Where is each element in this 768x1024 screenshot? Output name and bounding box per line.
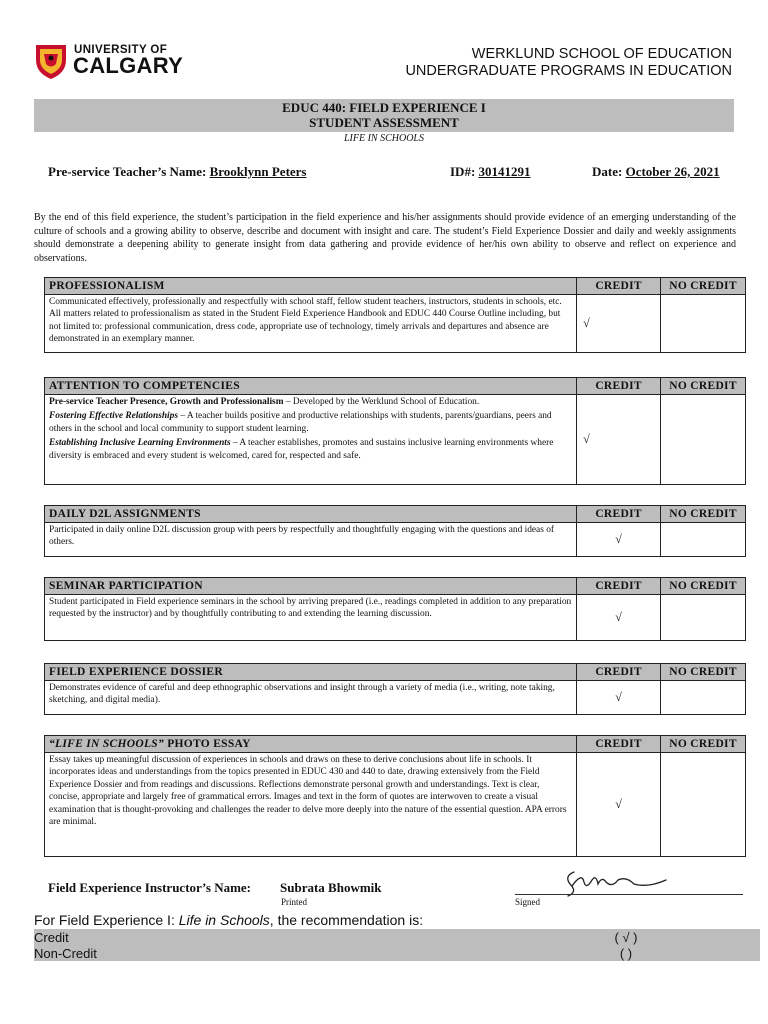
section-title: PROFESSIONALISM [45, 278, 577, 295]
rec-suffix: , the recommendation is: [269, 912, 424, 928]
student-id-field [450, 164, 531, 180]
credit-check-icon: √ [577, 295, 661, 353]
credit-row [34, 930, 760, 946]
date-label: Date: [592, 164, 623, 179]
title-subtitle: LIFE IN SCHOOLS [343, 133, 424, 144]
title-banner [34, 99, 734, 132]
instructor-name: Subrata Bhowmik [280, 880, 382, 895]
rec-prefix: For Field Experience I: [34, 912, 179, 928]
title-line1: EDUC 440: FIELD EXPERIENCE I [282, 100, 486, 115]
credit-header: CREDIT [577, 578, 661, 595]
signature-line [515, 894, 743, 895]
credit-checkbox: ( √ ) [614, 930, 638, 945]
no-credit-cell [661, 295, 746, 353]
school-line2: UNDERGRADUATE PROGRAMS IN EDUCATION [405, 63, 732, 79]
credit-check-icon: √ [577, 395, 661, 485]
credit-check-icon: √ [577, 681, 661, 715]
no-credit-cell [661, 395, 746, 485]
university-logo [34, 42, 194, 84]
date-value: October 26, 2021 [625, 164, 720, 179]
section-title: FIELD EXPERIENCE DOSSIER [45, 664, 577, 681]
no-credit-header: NO CREDIT [661, 278, 746, 295]
signature-icon [562, 862, 682, 898]
competency-3-title: Establishing Inclusive Learning Environments [49, 438, 231, 449]
logo-line1: UNIVERSITY OF [74, 44, 168, 56]
no-credit-cell [661, 681, 746, 715]
section-title: SEMINAR PARTICIPATION [45, 578, 577, 595]
no-credit-header: NO CREDIT [661, 378, 746, 395]
no-credit-cell [661, 595, 746, 641]
no-credit-cell [661, 753, 746, 857]
section-description: Communicated effectively, professionally and respectfully with school staff, fellow student teachers, instructors, students in schools, etc. All matters related to professionalism as stated in the Student Field Experience Handbook and EDUC 440 Course Outline including, but not limited to: professional communication, dress code, appropriate use of technology, timely arrivals and departures and absence are demonstrated in an exemplary manner. [45, 295, 577, 353]
intro-paragraph: By the end of this field experience, the student’s participation in the field experience and his/her assignments should provide evidence of an emerging understanding of the culture of schools and a growing ability to observe, describe and document with insight and care. The student’s Field Experience Dossier and daily and weekly assignments should demonstrate a deepening ability to generate insight from data gathering and provide evidence of her/his own ability to observe and reflect on experience and observations. [34, 212, 736, 264]
student-name-label: Pre-service Teacher’s Name: [48, 164, 207, 179]
credit-label: Credit [34, 930, 69, 945]
student-id-label: ID#: [450, 164, 476, 179]
credit-check-icon: √ [577, 595, 661, 641]
crest-icon [34, 42, 68, 80]
student-name-field [48, 164, 307, 180]
photo-essay-table [44, 735, 746, 857]
essay-title-italic: “LIFE IN SCHOOLS” [49, 737, 165, 750]
student-name: Brooklynn Peters [209, 164, 307, 179]
seminar-table [44, 577, 746, 641]
no-credit-header: NO CREDIT [661, 506, 746, 523]
rec-course: Life in Schools [178, 912, 270, 928]
credit-header: CREDIT [577, 506, 661, 523]
competency-1-text: – Developed by the Werklund School of Education. [283, 397, 480, 407]
competency-1-title: Pre-service Teacher Presence, Growth and Professionalism [49, 397, 284, 407]
date-field [592, 164, 720, 180]
no-credit-cell [661, 523, 746, 557]
section-title: DAILY D2L ASSIGNMENTS [45, 506, 577, 523]
section-description: Student participated in Field experience seminars in the school by arriving prepared (i.e., readings completed in addition to any preparation requested by the instructor) and by thoughtfully contributing to and extending the learning discussion. [45, 595, 577, 641]
competency-2-title: Fostering Effective Relationships [49, 411, 178, 422]
section-title [45, 736, 577, 753]
competency-2-text: – A teacher builds positive and productive relationships with students, parents/guardians, peers and others in the school and local community to support student learning. [49, 411, 552, 434]
credit-header: CREDIT [577, 278, 661, 295]
no-credit-header: NO CREDIT [661, 664, 746, 681]
no-credit-header: NO CREDIT [661, 578, 746, 595]
credit-check-icon: √ [577, 753, 661, 857]
title-line2: STUDENT ASSESSMENT [309, 115, 459, 130]
noncredit-checkbox: ( ) [619, 945, 633, 961]
section-description: Demonstrates evidence of careful and deep ethnographic observations and insight through a variety of media (i.e., writing, note taking, sketching, and digital media). [45, 681, 577, 715]
credit-check-icon: √ [577, 523, 661, 557]
logo-line2: CALGARY [73, 53, 184, 78]
section-description [45, 395, 577, 485]
credit-header: CREDIT [577, 378, 661, 395]
competency-3-text: – A teacher establishes, promotes and sustains inclusive learning environments where diversity is embraced and every student is welcomed, cared for, respected and safe. [49, 438, 554, 461]
instructor-label: Field Experience Instructor’s Name: [48, 880, 252, 895]
professionalism-table [44, 277, 746, 353]
d2l-table [44, 505, 746, 557]
section-description: Essay takes up meaningful discussion of experiences in schools and draws on these to derive conclusions about life in schools. It incorporates ideas and understandings from the topics presented in EDUC 430 and 440 to date, drawing extensively from the Field Experience Dossier and from readings and discussions. Reflections demonstrate personal growth and understandings. Text is clear, concise, appropriate and largely free of grammatical errors. Images and text in the form of quotes are interwoven to create a visual examination that is thought-provoking and challenges the reader to delve more deeply into the nature of the essential question. APA errors are minimal. [45, 753, 577, 857]
noncredit-row [34, 946, 760, 962]
recommendation-text [34, 912, 423, 928]
credit-header: CREDIT [577, 664, 661, 681]
no-credit-header: NO CREDIT [661, 736, 746, 753]
essay-title-rest: PHOTO ESSAY [164, 737, 251, 750]
school-name [405, 46, 732, 80]
signed-caption: Signed [515, 897, 541, 907]
school-line1: WERKLUND SCHOOL OF EDUCATION [471, 46, 732, 62]
printed-caption: Printed [281, 897, 307, 907]
student-id: 30141291 [478, 164, 531, 179]
noncredit-label: Non-Credit [34, 945, 97, 961]
section-title: ATTENTION TO COMPETENCIES [45, 378, 577, 395]
credit-header: CREDIT [577, 736, 661, 753]
competencies-table [44, 377, 746, 485]
recommendation-box [34, 929, 760, 961]
dossier-table [44, 663, 746, 715]
section-description: Participated in daily online D2L discussion group with peers by respectfully and thoughtfully engaging with the questions and ideas of others. [45, 523, 577, 557]
